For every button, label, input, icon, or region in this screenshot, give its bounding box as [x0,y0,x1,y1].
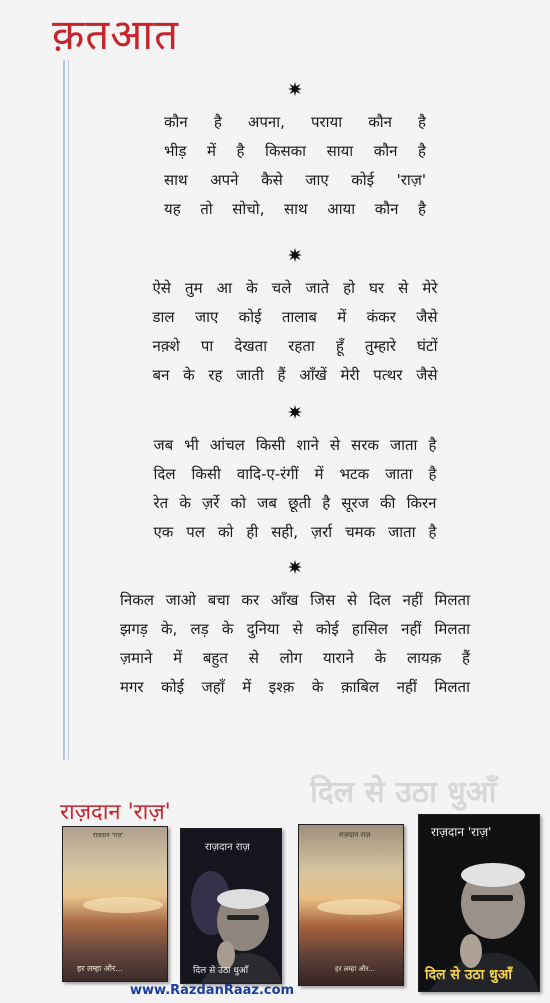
book-cover-3[interactable] [298,824,404,986]
cover-title: हर लम्हा और... [335,965,376,973]
verse-line: निकल जाओ बचा कर आँख जिस से दिल नहीं मिलता [120,591,470,609]
verse-line: रेत के ज़र्रे को जब छूती है सूरज की किरन [153,494,437,512]
book-cover-2[interactable] [180,828,282,984]
vertical-rule-thin [68,60,69,760]
quatrain-1 [70,82,520,224]
verse-line: साथ अपने कैसे जाए कोई 'राज़' [164,171,426,189]
verse-line: झगड़ के, लड़ के दुनिया से कोई हासिल नहीं मिलता [120,620,470,638]
flower-ornament-icon [288,82,302,96]
verse-line: एक पल को ही सही, ज़र्रा चमक जाता है [153,523,437,541]
verse-line: मगर कोई जहाँ में इश्क़ के क़ाबिल नहीं मिलता [120,678,470,696]
book-cover-1[interactable] [62,826,168,982]
cover-author: राज़दान राज़ [205,842,250,853]
cover-title: हर लम्हा और... [77,964,123,973]
flower-ornament-icon [288,248,302,262]
cover-author: राज़दान 'राज़' [93,832,124,839]
verse-line: नक़्शे पा देखता रहता हूँ तुम्हारे घंटों [152,337,438,355]
verse-line: डाल जाए कोई तालाब में कंकर जैसे [152,308,438,326]
verse-line: भीड़ में है किसका साया कौन है [164,142,426,160]
verse-line: दिल किसी वादि-ए-रंगीं में भटक जाता है [153,465,437,483]
verse-line: जब भी आंचल किसी शाने से सरक जाता है [153,436,437,454]
verse-line: बन के रह जाती हैं आँखें मेरी पत्थर जैसे [152,366,438,384]
verse-line: ऐसे तुम आ के चले जाते हो घर से मेरे [152,279,438,297]
page-title: क़तआत [52,10,180,59]
flower-ornament-icon [288,405,302,419]
book-cover-4[interactable] [418,814,540,992]
sun-glow-icon [299,889,403,929]
vertical-rule [63,60,65,760]
cover-author: राज़दान राज़ [339,831,371,839]
quatrain-2 [70,248,520,390]
sun-glow-icon [63,887,167,927]
verse-line: यह तो सोचो, साथ आया कौन है [164,200,426,218]
verse-line: कौन है अपना, पराया कौन है [164,113,426,131]
cover-title: दिल से उठा धुआँ [193,966,249,976]
verse-line: ज़माने में बहुत से लोग याराने के लायक़ हैं [120,649,470,667]
quatrain-4 [70,560,520,702]
author-name: राज़दान 'राज़' [60,800,171,825]
quatrain-3 [70,405,520,547]
website-link[interactable]: www.RazdanRaaz.com [130,983,295,998]
cover-author: राज़दान 'राज़' [431,825,492,839]
cover-title: दिल से उठा धुआँ [425,967,512,983]
book-title: दिल से उठा धुआँ [310,775,497,810]
flower-ornament-icon [288,560,302,574]
